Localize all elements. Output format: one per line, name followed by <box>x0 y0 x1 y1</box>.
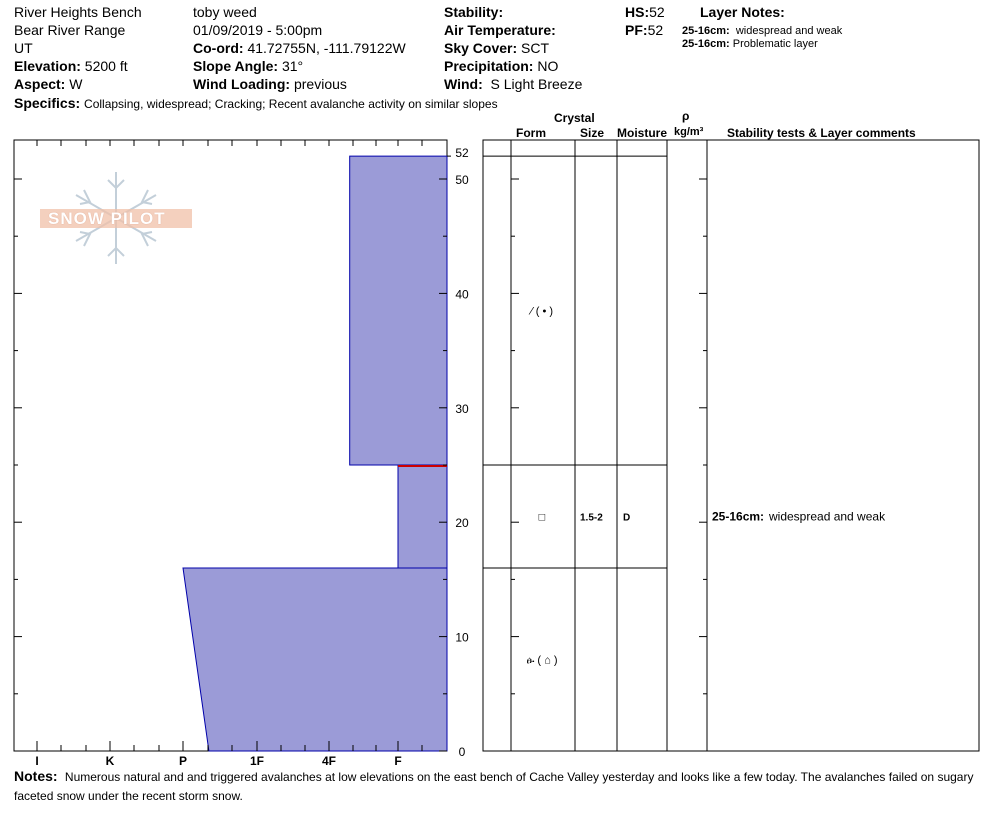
observation-datetime: 01/09/2019 - 5:00pm <box>193 22 323 38</box>
coord-value: 41.72755N, -111.79122W <box>247 40 406 56</box>
hs-value: 52 <box>649 4 665 20</box>
crystal-header: Crystal <box>554 111 595 125</box>
x-tick-label: 4F <box>321 754 337 768</box>
logo-text: SNOW PILOT <box>48 209 166 228</box>
crystal-size: 1.5-2 <box>580 512 603 524</box>
y-tick-label: 0 <box>458 745 466 759</box>
layer-note-range: 25-16cm: <box>682 38 730 50</box>
precip-label: Precipitation: <box>444 58 534 74</box>
observer-name: toby weed <box>193 4 257 20</box>
precip-value: NO <box>537 58 559 74</box>
x-tick-label: I <box>35 754 39 768</box>
layer-note-text: widespread and weak <box>735 25 843 37</box>
y-tick-label: 40 <box>455 287 469 302</box>
elevation-value: 5200 ft <box>84 58 128 74</box>
location-name: River Heights Bench <box>14 4 142 20</box>
hs-tick-label: 52 <box>455 146 469 161</box>
specifics-label: Specifics: <box>14 95 81 111</box>
y-tick-label: 20 <box>455 516 469 531</box>
wind-value: S Light Breeze <box>490 76 583 92</box>
wind-loading-value: previous <box>293 76 347 92</box>
layer-note-range: 25-16cm: <box>682 25 730 37</box>
slope-value: 31° <box>281 58 304 74</box>
specifics-value: Collapsing, widespread; Cracking; Recent avalanche activity on similar slopes <box>84 97 498 111</box>
moisture-value: D <box>623 512 631 524</box>
rho-header: ρ <box>682 109 690 123</box>
layer-bar-0 <box>350 156 447 465</box>
hs-label: HS: <box>625 4 650 20</box>
slope-label: Slope Angle: <box>193 58 279 74</box>
x-tick-label: P <box>178 754 188 768</box>
notes-block <box>14 767 994 806</box>
stability-header: Stability tests & Layer comments <box>727 126 916 140</box>
range-name: Bear River Range <box>14 22 126 38</box>
coord-label: Co-ord: <box>193 40 244 56</box>
x-tick-label: F <box>394 754 402 768</box>
pf-value: 52 <box>647 22 664 38</box>
form-header: Form <box>516 126 546 140</box>
size-header: Size <box>580 126 605 140</box>
notes-label: Notes: <box>14 768 58 784</box>
crystal-form-symbol: ⁄ ( • ) <box>530 305 554 318</box>
wind-loading-label: Wind Loading: <box>193 76 291 92</box>
layer-bar-1 <box>398 465 447 568</box>
layer-notes-label: Layer Notes: <box>700 4 785 20</box>
x-tick-label: 1F <box>249 754 265 768</box>
sky-cover-value: SCT <box>521 40 550 56</box>
y-tick-label: 30 <box>455 401 469 416</box>
stability-label: Stability: <box>444 4 504 20</box>
notes-text: Numerous natural and and triggered avalanches at low elevations on the east bench of Cache Valley yesterday and looks like a few today. The avalanches failed on sugary faceted snow under the recent storm snow. <box>14 770 974 803</box>
y-tick-label: 50 <box>455 173 469 187</box>
layer-comment-text: widespread and weak <box>769 509 886 524</box>
wind-label: Wind: <box>444 76 483 92</box>
air-temp-label: Air Temperature: <box>444 22 556 38</box>
aspect-label: Aspect: <box>14 76 66 92</box>
moisture-header: Moisture <box>617 126 668 140</box>
sky-cover-label: Sky Cover: <box>444 40 518 56</box>
layer-comment-range: 25-16cm: <box>712 509 765 524</box>
layer-bar-2 <box>183 568 447 751</box>
density-header: kg/m³ <box>674 126 704 138</box>
state-name: UT <box>14 40 33 56</box>
elevation-label: Elevation: <box>14 58 81 74</box>
crystal-form-symbol: ፁ ( ⌂ ) <box>526 654 558 667</box>
aspect-value: W <box>69 76 83 92</box>
y-tick-label: 10 <box>455 630 469 645</box>
x-tick-label: K <box>105 754 115 768</box>
pf-label: PF: <box>625 22 648 38</box>
crystal-form-symbol: □ <box>538 511 546 524</box>
layer-note-text: Problematic layer <box>732 38 818 50</box>
